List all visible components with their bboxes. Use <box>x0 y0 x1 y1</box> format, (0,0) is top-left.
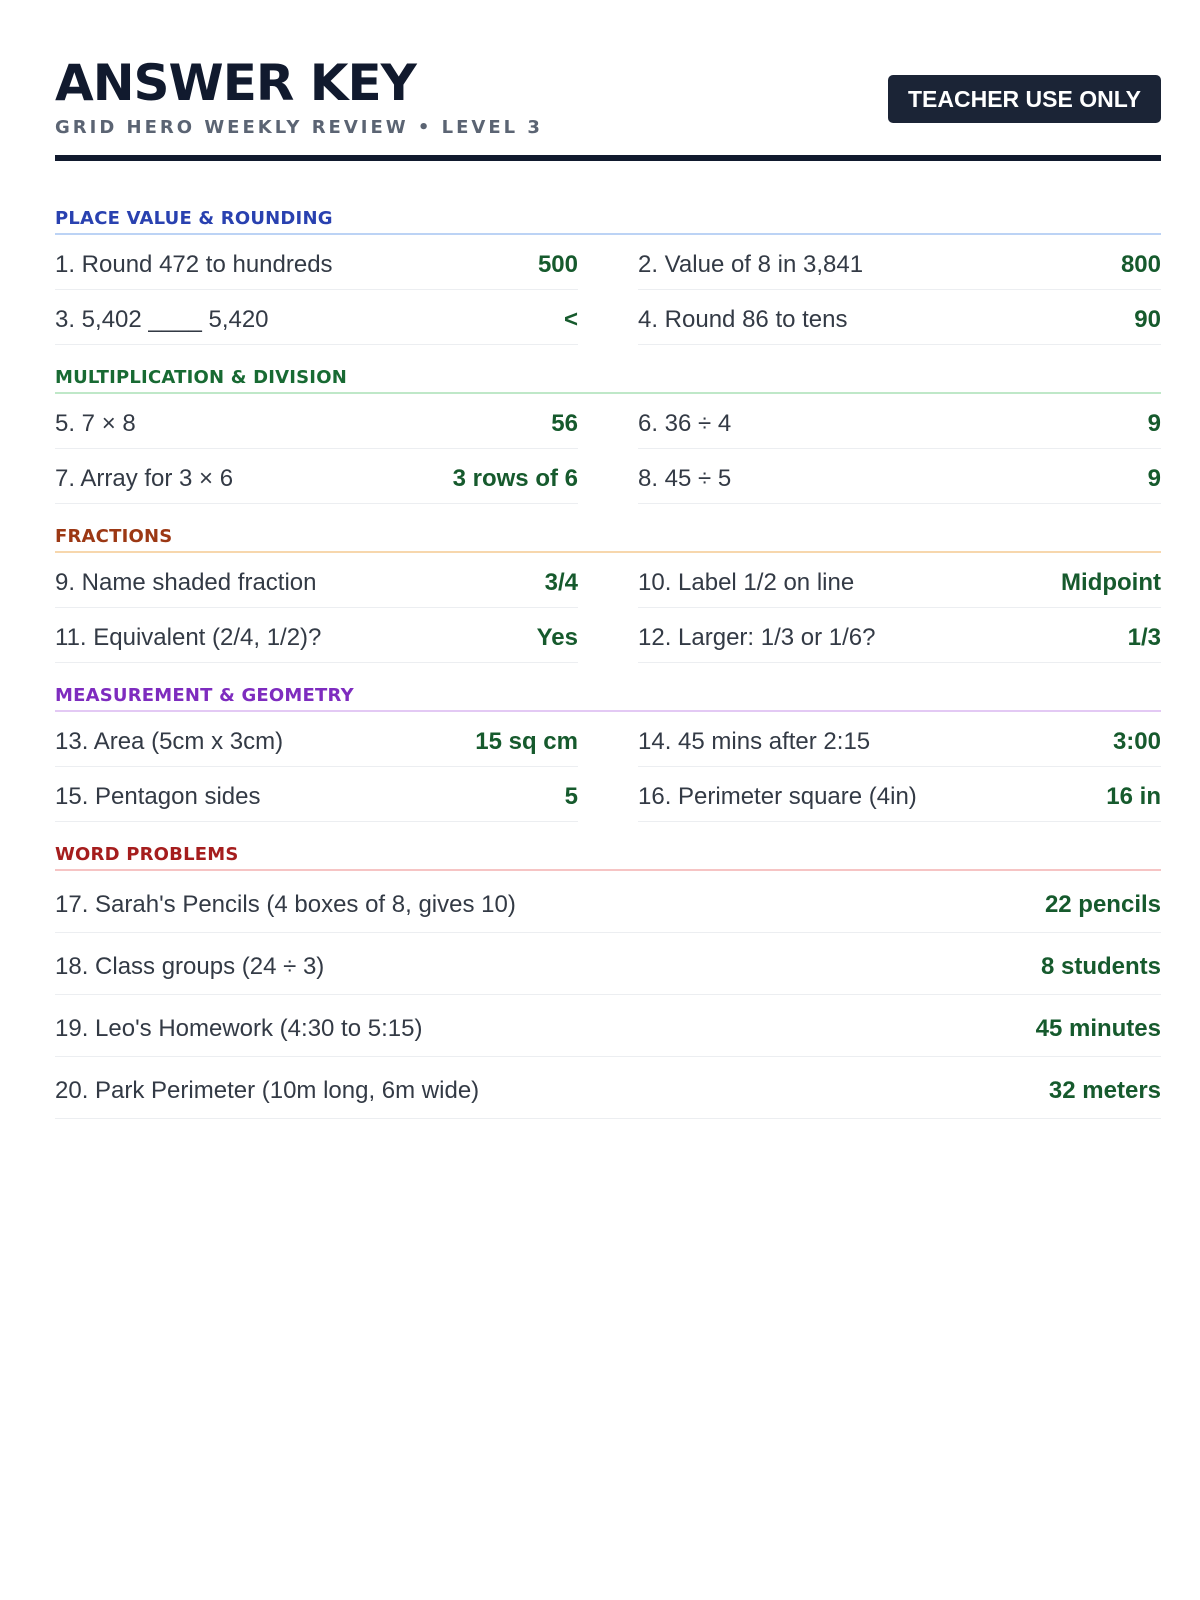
answer-row <box>638 235 1161 290</box>
answer-text: 16 in <box>1106 783 1161 810</box>
answer-text: 9 <box>1147 465 1161 492</box>
header-divider <box>55 155 1161 161</box>
answer-row <box>55 995 1161 1057</box>
page-title: ANSWER KEY <box>55 54 416 112</box>
section-title: FRACTIONS <box>55 526 1161 553</box>
answer-row <box>638 394 1161 449</box>
answer-row <box>55 290 578 345</box>
teacher-use-badge: TEACHER USE ONLY <box>888 75 1161 123</box>
answer-row <box>55 608 578 663</box>
section-title: MEASUREMENT & GEOMETRY <box>55 685 1161 712</box>
question-text: 14. 45 mins after 2:15 <box>638 728 871 755</box>
answer-row <box>638 553 1161 608</box>
section-title: PLACE VALUE & ROUNDING <box>55 208 1161 235</box>
question-text: 15. Pentagon sides <box>55 783 261 810</box>
answer-text: 5 <box>564 783 578 810</box>
answer-text: 1/3 <box>1127 624 1161 651</box>
answer-text: 90 <box>1134 306 1161 333</box>
section-word-problems <box>55 844 1161 1119</box>
question-text: 4. Round 86 to tens <box>638 306 848 333</box>
question-text: 19. Leo's Homework (4:30 to 5:15) <box>55 1014 423 1042</box>
answer-row <box>55 767 578 822</box>
page-subtitle: GRID HERO WEEKLY REVIEW • LEVEL 3 <box>55 117 543 138</box>
answer-row <box>55 1057 1161 1119</box>
answer-row <box>638 712 1161 767</box>
section-title: WORD PROBLEMS <box>55 844 1161 871</box>
answer-row <box>55 871 1161 933</box>
question-text: 13. Area (5cm x 3cm) <box>55 728 284 755</box>
question-text: 1. Round 472 to hundreds <box>55 251 333 278</box>
question-text: 2. Value of 8 in 3,841 <box>638 251 864 278</box>
answer-text: 8 students <box>1040 952 1161 980</box>
question-text: 20. Park Perimeter (10m long, 6m wide) <box>55 1076 480 1104</box>
section-fractions <box>55 526 1161 663</box>
answer-text: 45 minutes <box>1035 1014 1161 1042</box>
answer-content <box>55 208 1161 1141</box>
section-title: MULTIPLICATION & DIVISION <box>55 367 1161 394</box>
answer-row <box>55 449 578 504</box>
section-measurement <box>55 685 1161 822</box>
answer-row <box>55 712 578 767</box>
answer-text: 3/4 <box>544 569 578 596</box>
question-text: 10. Label 1/2 on line <box>638 569 855 596</box>
answer-text: 9 <box>1147 410 1161 437</box>
answer-row <box>55 933 1161 995</box>
answer-text: 3 rows of 6 <box>452 465 578 492</box>
answer-text: 800 <box>1120 251 1161 278</box>
answer-row <box>55 235 578 290</box>
answer-row <box>638 449 1161 504</box>
answer-text: 56 <box>551 410 578 437</box>
section-multiplication <box>55 367 1161 504</box>
answer-text: 3:00 <box>1112 728 1161 755</box>
question-text: 3. 5,402 ____ 5,420 <box>55 306 269 333</box>
answer-text: 22 pencils <box>1044 890 1161 918</box>
answer-row <box>638 608 1161 663</box>
question-text: 7. Array for 3 × 6 <box>55 465 234 492</box>
answer-text: Yes <box>536 624 578 651</box>
section-place-value <box>55 208 1161 345</box>
answer-text: 500 <box>537 251 578 278</box>
answer-row <box>638 767 1161 822</box>
answer-row <box>638 290 1161 345</box>
answer-text: < <box>563 306 578 333</box>
question-text: 5. 7 × 8 <box>55 410 136 437</box>
answer-row <box>55 553 578 608</box>
question-text: 18. Class groups (24 ÷ 3) <box>55 952 325 980</box>
question-text: 12. Larger: 1/3 or 1/6? <box>638 624 876 651</box>
answer-text: 15 sq cm <box>475 728 578 755</box>
question-text: 6. 36 ÷ 4 <box>638 410 732 437</box>
answer-row <box>55 394 578 449</box>
question-text: 8. 45 ÷ 5 <box>638 465 732 492</box>
answer-text: 32 meters <box>1048 1076 1161 1104</box>
question-text: 9. Name shaded fraction <box>55 569 317 596</box>
header <box>55 55 1161 138</box>
question-text: 11. Equivalent (2/4, 1/2)? <box>55 624 322 651</box>
question-text: 16. Perimeter square (4in) <box>638 783 917 810</box>
answer-text: Midpoint <box>1061 569 1161 596</box>
question-text: 17. Sarah's Pencils (4 boxes of 8, gives 10) <box>55 890 516 918</box>
